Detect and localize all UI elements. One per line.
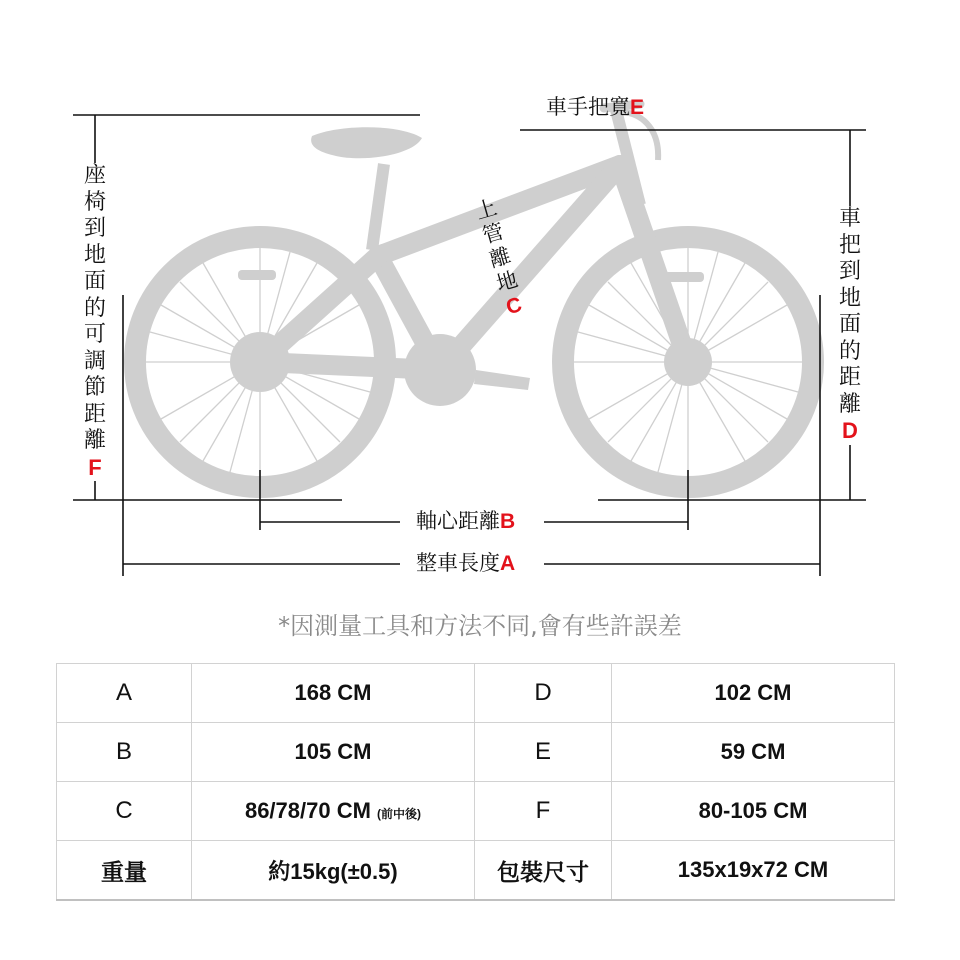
- value-cell: 168 CM: [192, 664, 475, 723]
- total-length-label: 整車長度A: [416, 551, 516, 575]
- value-cell: 約15kg(±0.5): [192, 841, 475, 901]
- seat-post: [372, 164, 384, 250]
- key-cell: B: [57, 723, 192, 782]
- key-cell: 重量: [57, 841, 192, 901]
- measurement-note: *因測量工具和方法不同,會有些許誤差: [278, 612, 682, 640]
- position-note: (前中後): [377, 807, 422, 821]
- saddle: [311, 127, 422, 158]
- value-cell: 135x19x72 CM: [612, 841, 895, 901]
- handlebar-height-label: 車 把 到 地 面 的 距 離 D: [838, 206, 861, 443]
- handlebar-width-label: 車手把寬E: [546, 95, 645, 119]
- table-row: [57, 841, 895, 901]
- key-cell: F: [475, 782, 612, 841]
- key-cell: D: [475, 664, 612, 723]
- value-cell: 86/78/70 CM (前中後): [192, 782, 475, 841]
- value-cell: 105 CM: [192, 723, 475, 782]
- top-tube-height-label: 上 管 離 地 C: [472, 195, 525, 320]
- table-row: [57, 664, 895, 723]
- value-cell: 59 CM: [612, 723, 895, 782]
- key-cell: C: [57, 782, 192, 841]
- chainring: [404, 334, 476, 406]
- value-cell: 80-105 CM: [612, 782, 895, 841]
- wheelbase-label: 軸心距離B: [416, 509, 516, 533]
- key-cell: A: [57, 664, 192, 723]
- table-row: [57, 782, 895, 841]
- table-row: [57, 723, 895, 782]
- key-cell: E: [475, 723, 612, 782]
- spec-table: [56, 663, 895, 901]
- front-disc: [664, 338, 712, 386]
- seat-height-label: 座 椅 到 地 面 的 可 調 節 距 離 F: [83, 163, 106, 480]
- rear-cassette: [230, 332, 290, 392]
- key-cell: 包裝尺寸: [475, 841, 612, 901]
- value-cell: 102 CM: [612, 664, 895, 723]
